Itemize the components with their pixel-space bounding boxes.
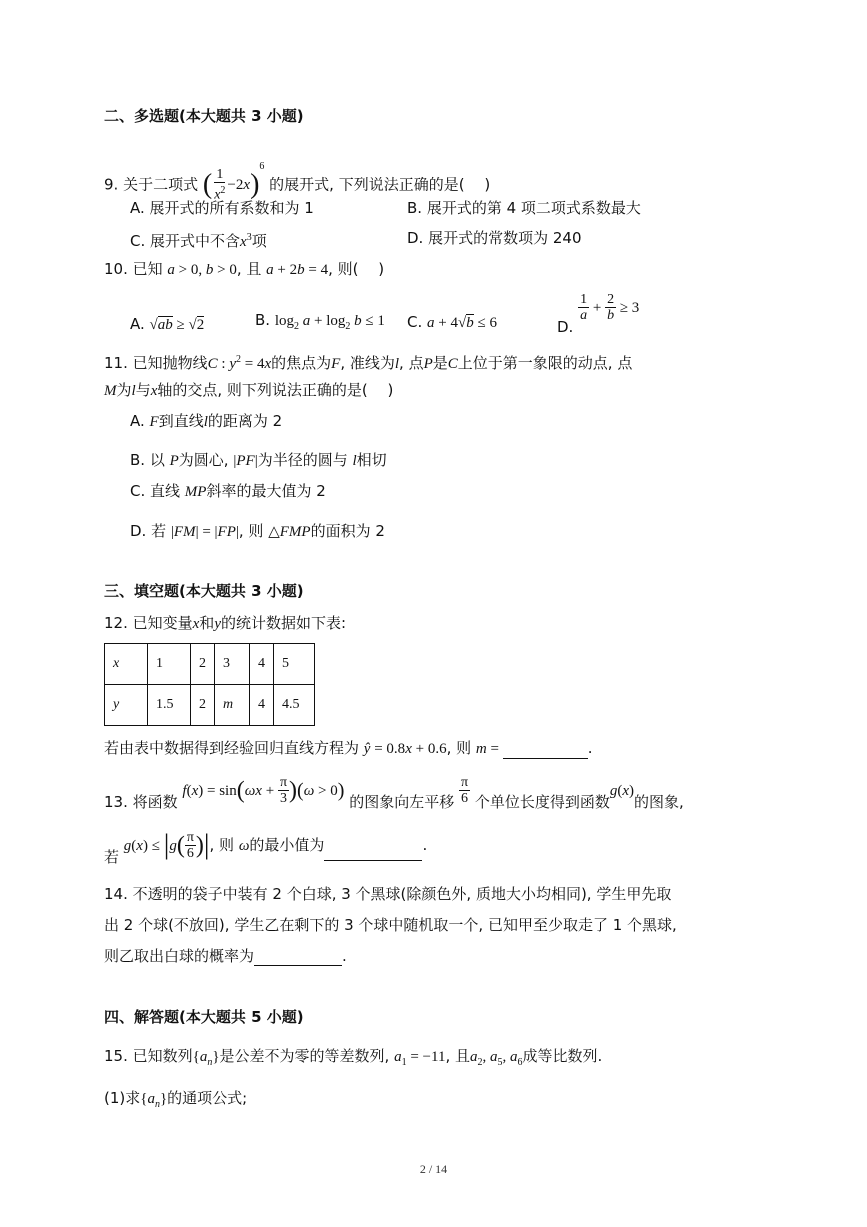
q11-text-1: 11. 已知抛物线 <box>104 354 208 372</box>
q11-a-label: A. <box>130 412 145 430</box>
question-14-line-3 <box>104 946 347 966</box>
q11-option-c: C. 直线 MP斜率的最大值为 2 <box>130 482 326 500</box>
q10-stem-text: 10. 已知 <box>104 260 163 278</box>
q13-text-2: 的图象向左平移 <box>349 793 455 811</box>
table-cell: y <box>105 685 148 726</box>
table-cell: 3 <box>215 644 250 685</box>
q11-b-label: B. 以 <box>130 451 165 469</box>
table-cell: 2 <box>191 644 215 685</box>
table-row <box>105 644 315 685</box>
q11-d-text: , 则 <box>238 522 264 540</box>
q15-text-3: , 且 <box>445 1047 471 1065</box>
q10-option-c-label: C. <box>407 313 423 331</box>
q12-text-4: 若由表中数据得到经验回归直线方程为 <box>104 739 360 757</box>
question-15-part-1: (1)求$\{a_n\}$的通项公式; <box>104 1089 248 1110</box>
page-number: 2 / 14 <box>419 1162 448 1176</box>
q10-stem-text-2: , 且 <box>236 260 262 278</box>
table-cell: 5 <box>274 644 315 685</box>
q13-text-5: 若 <box>104 848 120 866</box>
table-cell: 2 <box>191 685 215 726</box>
q11-option-d: D. 若 |FM| = |FP|, 则 △FMP的面积为 2 <box>130 522 385 540</box>
question-10-stem: 10. 已知 a > 0, b > 0, 且 a + 2b = 4, 则( ) <box>104 260 385 278</box>
q15-part1-text-2: 的通项公式; <box>167 1089 248 1107</box>
q12-text-1: 12. 已知变量 <box>104 614 193 632</box>
q11-text-5: 是 <box>432 354 448 372</box>
q11-text-4: , 点 <box>399 354 424 372</box>
q13-text-6: , 则 <box>209 836 235 854</box>
q11-a-text: 到直线 <box>158 412 204 430</box>
q9-option-d: D. 展开式的常数项为 240 <box>407 229 582 247</box>
question-13-line-2: 若 g(x) ≤ |g( $\frac{\pi}{6}$ )|, 则 ω的最小值为 . <box>104 829 428 866</box>
question-15-stem: 15. 已知数列$\{a_n\}$是公差不为零的等差数列, $a_1 = -11$, 且$a_2$, $a_5$, $a_6$成等比数列. <box>104 1047 603 1068</box>
q15-text-2: 是公差不为零的等差数列, <box>219 1047 390 1065</box>
q14-answer-blank[interactable] <box>254 949 342 966</box>
q11-a-text-2: 的距离为 2 <box>207 412 283 430</box>
q11-option-a: A. F到直线l的距离为 2 <box>130 412 283 430</box>
section-heading-solutions: 四、解答题(本大题共 5 小题) <box>104 1008 304 1026</box>
q13-answer-blank[interactable] <box>324 844 422 861</box>
q12-text-5: , 则 <box>446 739 472 757</box>
table-cell: x <box>105 644 148 685</box>
q12-answer-blank[interactable] <box>503 742 588 759</box>
q9-option-c-text: C. 展开式中不含 <box>130 232 241 250</box>
q10-stem-text-3: , 则( ) <box>328 260 385 278</box>
q11-text-8: 与 <box>135 381 151 399</box>
q11-d-text-2: 的面积为 2 <box>310 522 385 540</box>
q15-part1-text: (1)求 <box>104 1089 141 1107</box>
table-cell: 1.5 <box>148 685 191 726</box>
table-cell: 4 <box>250 685 274 726</box>
table-cell: 1 <box>148 644 191 685</box>
question-11-line-1: 11. 已知抛物线C : $y^2 = 4x$的焦点为F, 准线为l, 点P是C上位于第一象限的动点, 点 <box>104 354 633 372</box>
q11-b-text-3: 相切 <box>356 451 387 469</box>
q13-text-4: 的图象, <box>634 793 684 811</box>
question-9-stem: 9. 关于二项式 ( $\frac{1}{x^2}$ −2x)$^6$ 的展开式, 下列说法正确的是( ) <box>104 161 491 203</box>
q10-option-a: A. √ab ≥ √2 <box>130 315 205 333</box>
q9-option-c-text-2: 项 <box>251 232 267 250</box>
q13-text-1: 13. 将函数 <box>104 793 178 811</box>
q9-option-a: A. 展开式的所有系数和为 1 <box>130 199 314 217</box>
q11-d-label: D. 若 <box>130 522 167 540</box>
q15-text-1: 15. 已知数列 <box>104 1047 193 1065</box>
q11-text-2: 的焦点为 <box>271 354 332 372</box>
table-cell: m <box>215 685 250 726</box>
q10-option-d-label: D. <box>557 318 574 336</box>
q11-c-label: C. 直线 <box>130 482 181 500</box>
q11-b-text: 为圆心, <box>178 451 229 469</box>
q10-option-a-label: A. <box>130 315 145 333</box>
question-11-line-2: M为l与x轴的交点, 则下列说法正确的是( ) <box>104 381 394 399</box>
section-heading-multiple-choice: 二、多选题(本大题共 3 小题) <box>104 107 304 125</box>
q10-option-b-label: B. <box>255 311 271 329</box>
q10-option-d: D. $\frac{1}{a}$ + $\frac{2}{b}$ ≥ 3 <box>557 292 640 336</box>
q11-text-3: , 准线为 <box>340 354 395 372</box>
q13-text-3: 个单位长度得到函数 <box>474 793 610 811</box>
statistics-table <box>104 643 315 726</box>
question-12-stem: 12. 已知变量x和y的统计数据如下表: <box>104 614 347 632</box>
q11-text-7: 为 <box>116 381 132 399</box>
table-cell: 4.5 <box>274 685 315 726</box>
table-row <box>105 685 315 726</box>
q10-option-b: B. $\log_2 a + \log_2 b \le 1$ <box>255 311 385 332</box>
q11-text-6: 上位于第一象限的动点, 点 <box>457 354 633 372</box>
q10-option-c: C. a + 4√b ≤ 6 <box>407 313 497 331</box>
question-13-line-1: 13. 将函数 f(x) = sin(ωx + $\frac{\pi}{3}$ )(ω > 0) 的图象向左平移 $\frac{\pi}{6}$ 个单位长度得到函数g(x)的图象, <box>104 775 684 811</box>
q14-text-2: . <box>342 947 347 965</box>
question-14-line-2: 出 2 个球(不放回), 学生乙在剩下的 3 个球中随机取一个, 已知甲至少取走了 1 个黑球, <box>104 916 677 934</box>
q13-text-8: . <box>422 836 428 854</box>
section-heading-fill-in: 三、填空题(本大题共 3 小题) <box>104 582 304 600</box>
q15-text-4: 成等比数列. <box>522 1047 603 1065</box>
q13-text-7: 的最小值为 <box>249 836 325 854</box>
q11-text-9: 轴的交点, 则下列说法正确的是( ) <box>157 381 394 399</box>
q11-c-text: 斜率的最大值为 2 <box>206 482 326 500</box>
q9-stem-text: 9. 关于二项式 <box>104 175 199 194</box>
q14-text: 则乙取出白球的概率为 <box>104 947 255 965</box>
table-cell: 4 <box>250 644 274 685</box>
q9-stem-text-2: 的展开式, 下列说法正确的是( ) <box>269 175 491 194</box>
q12-regression-line: 若由表中数据得到经验回归直线方程为 ŷ = 0.8x + 0.6, 则 m = . <box>104 739 593 757</box>
q9-option-b: B. 展开式的第 4 项二项式系数最大 <box>407 199 641 217</box>
q12-text-3: 的统计数据如下表: <box>220 614 347 632</box>
q11-option-b: B. 以 P为圆心, |PF|为半径的圆与 l相切 <box>130 451 387 469</box>
q12-text-6: . <box>587 739 593 757</box>
q9-option-c: C. 展开式中不含$x^3$项 <box>130 232 267 250</box>
q12-text-2: 和 <box>199 614 215 632</box>
q11-b-text-2: 为半径的圆与 <box>257 451 348 469</box>
question-14-line-1: 14. 不透明的袋子中装有 2 个白球, 3 个黑球(除颜色外, 质地大小均相同), 学生甲先取 <box>104 885 672 903</box>
